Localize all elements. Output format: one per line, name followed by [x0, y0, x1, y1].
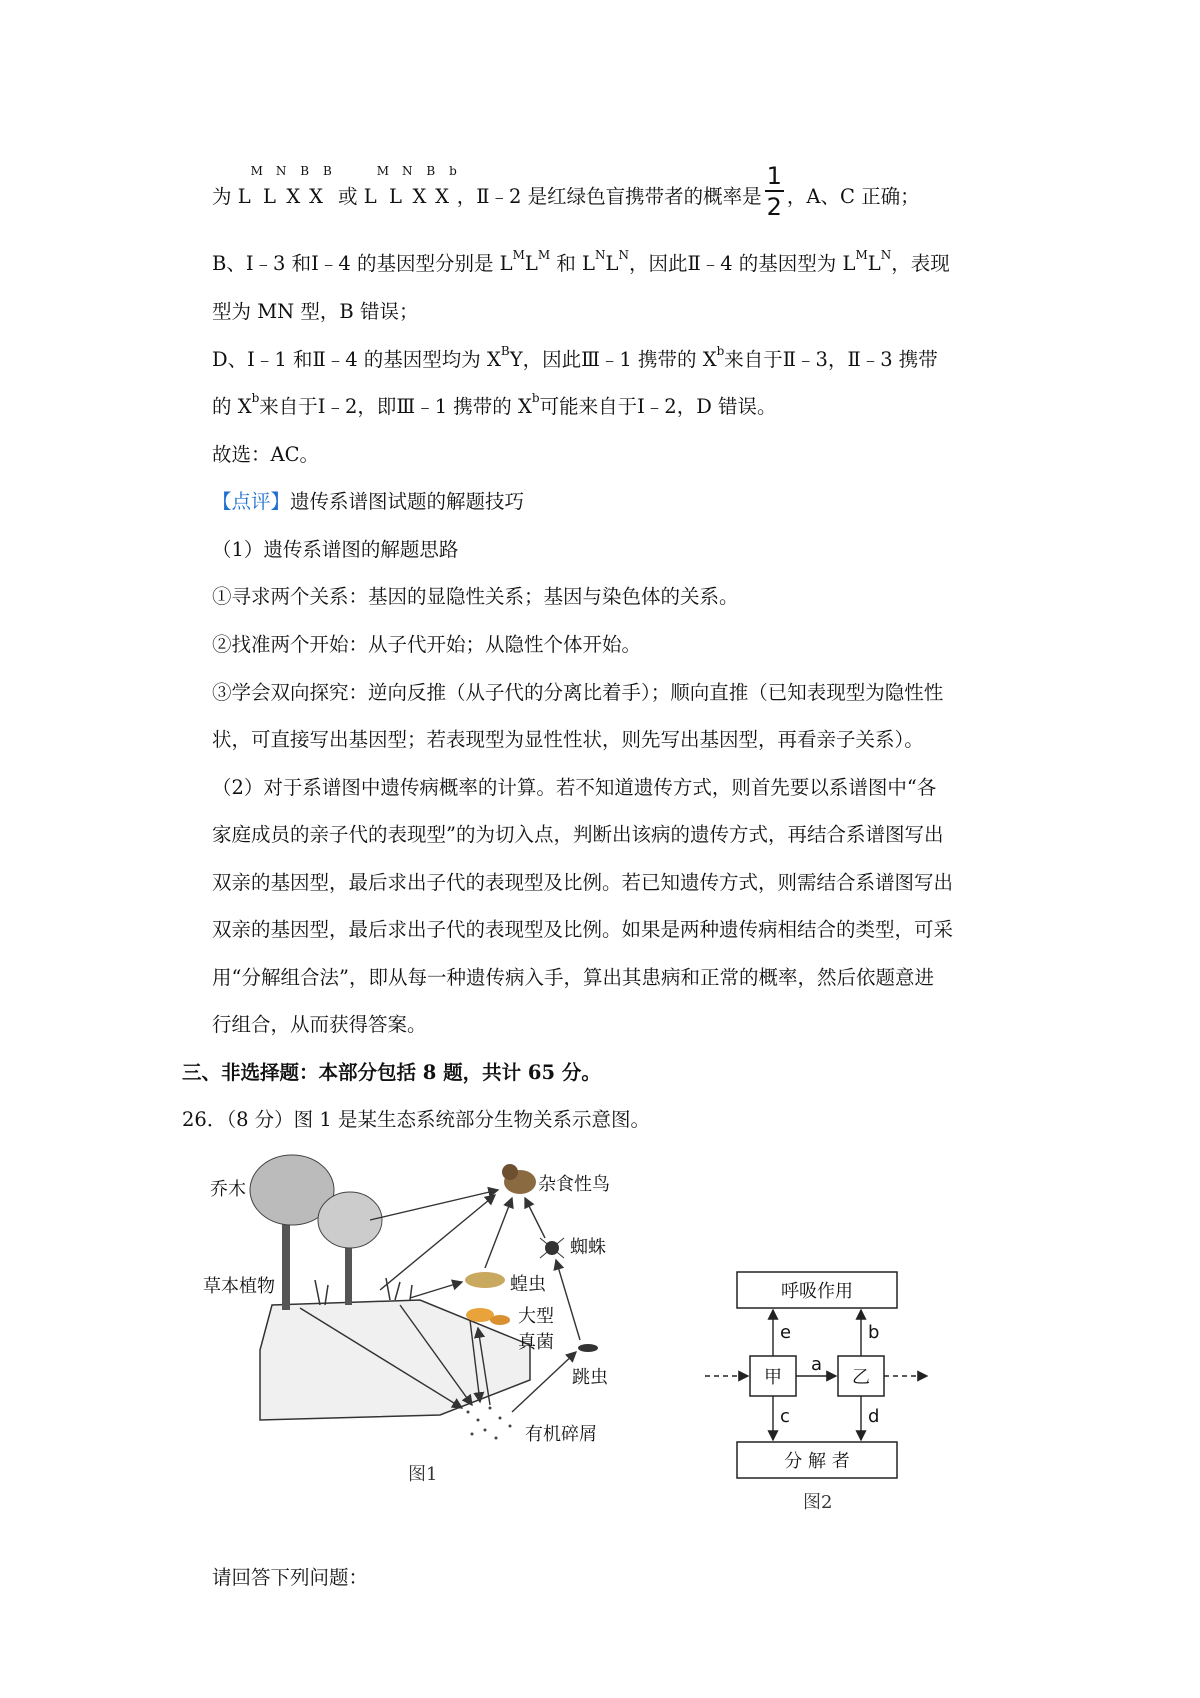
arrow-label-e: e [780, 1322, 792, 1343]
springtail-icon [578, 1344, 598, 1352]
text-line-13: （2）对于系谱图中遗传病概率的计算。若不知道遗传方式，则首先要以系谱图中“各 [212, 776, 937, 799]
text-line-2: B、Ⅰ﹣3 和Ⅰ﹣4 的基因型分别是 $L^ML^M$ 和 $L^NL^N$，因此Ⅱ﹣4 的基因型为 $L^ML^N$，表现 [212, 248, 950, 275]
arrow-locust-to-bird [485, 1198, 512, 1268]
question-26: 26．（8 分）图 1 是某生态系统部分生物关系示意图。 [182, 1108, 650, 1131]
locust-icon [465, 1272, 505, 1288]
arrow-label-d: d [868, 1406, 880, 1427]
arrow-grass-to-locust [410, 1282, 462, 1298]
text-line-1: 为 $L^ML^NX^BX^B$ 或 $L^ML^NX^BX^b$，Ⅱ﹣2 是红绿色盲携带者的概率是 $\frac{1}{2}$ ，A、C 正确； [212, 162, 920, 221]
figure-1-ecosystem-diagram [200, 1150, 680, 1495]
fraction-one-half: $\frac{1}{2}$ [766, 162, 782, 221]
arrow-label-c: c [780, 1406, 790, 1427]
text-line-9: ①寻求两个关系：基因的显隐性关系；基因与染色体的关系。 [212, 585, 739, 608]
figure-1-caption: 图1 [408, 1464, 438, 1485]
label-fungi-line1: 大型 [518, 1306, 554, 1327]
label-locust: 蝗虫 [510, 1274, 546, 1295]
text-line-10: ②找准两个开始：从子代开始；从隐性个体开始。 [212, 633, 642, 656]
section-heading: 三、非选择题：本部分包括 8 题，共计 65 分。 [182, 1061, 601, 1084]
label-bird: 杂食性鸟 [538, 1174, 610, 1195]
arrow-label-a: a [811, 1354, 823, 1375]
label-fungi-line2: 真菌 [518, 1332, 554, 1353]
arrow-tree-to-bird [370, 1190, 498, 1220]
text-line-12: 状，可直接写出基因型；若表现型为显性性状，则先写出基因型，再看亲子关系）。 [212, 728, 924, 751]
text-line-16: 双亲的基因型，最后求出子代的表现型及比例。如果是两种遗传病相结合的类型，可采 [212, 918, 954, 941]
label-grass: 草本植物 [203, 1276, 275, 1297]
text-line-6: 故选：AC。 [212, 443, 320, 466]
arrow-spider-to-bird [525, 1198, 545, 1238]
arrow-label-b: b [868, 1322, 880, 1343]
text-line-5: 的 $X^b$来自于Ⅰ﹣2，即Ⅲ﹣1 携带的 $X^b$可能来自于Ⅰ﹣2，D 错误。 [212, 391, 777, 418]
figure-2-flow-diagram [705, 1270, 945, 1520]
text-line-17: 用“分解组合法”，即从每一种遗传病入手，算出其患病和正常的概率，然后依题意进 [212, 966, 934, 989]
text-line-4: D、Ⅰ﹣1 和Ⅱ﹣4 的基因型均为 $X^BY$，因此Ⅲ﹣1 携带的 $X^b$来自于Ⅱ﹣3，Ⅱ﹣3 携带 [212, 344, 938, 371]
bird-icon [502, 1164, 536, 1194]
label-tree: 乔木 [210, 1179, 246, 1200]
spider-icon [540, 1238, 564, 1258]
text-line-7: 【点评】遗传系谱图试题的解题技巧 [212, 490, 525, 513]
text-line-8: （1）遗传系谱图的解题思路 [212, 538, 459, 561]
text-line-3: 型为 MN 型，B 错误； [212, 300, 419, 323]
figure-2-caption: 图2 [803, 1492, 833, 1513]
text-line-18: 行组合，从而获得答案。 [212, 1013, 427, 1036]
arrow-springtail-to-spider [556, 1260, 580, 1340]
label-springtail: 跳虫 [572, 1367, 608, 1388]
label-detritus: 有机碎屑 [525, 1424, 597, 1445]
text-line-15: 双亲的基因型，最后求出子代的表现型及比例。若已知遗传方式，则需结合系谱图写出 [212, 871, 954, 894]
label-spider: 蜘蛛 [570, 1237, 606, 1258]
detritus-icon [467, 1407, 512, 1440]
text-line-14: 家庭成员的亲子代的表现型”的为切入点，判断出该病的遗传方式，再结合系谱图写出 [212, 823, 944, 846]
review-tag: 【点评】 [212, 490, 291, 513]
answer-prompt: 请回答下列问题： [212, 1566, 369, 1589]
decomposer-label: 分 解 者 [784, 1451, 850, 1472]
yi-label: 乙 [852, 1367, 870, 1388]
jia-label: 甲 [764, 1367, 782, 1388]
text-line-11: ③学会双向探究：逆向反推（从子代的分离比着手）；顺向直推（已知表现型为隐性性 [212, 681, 944, 704]
respiration-label: 呼吸作用 [781, 1281, 853, 1302]
